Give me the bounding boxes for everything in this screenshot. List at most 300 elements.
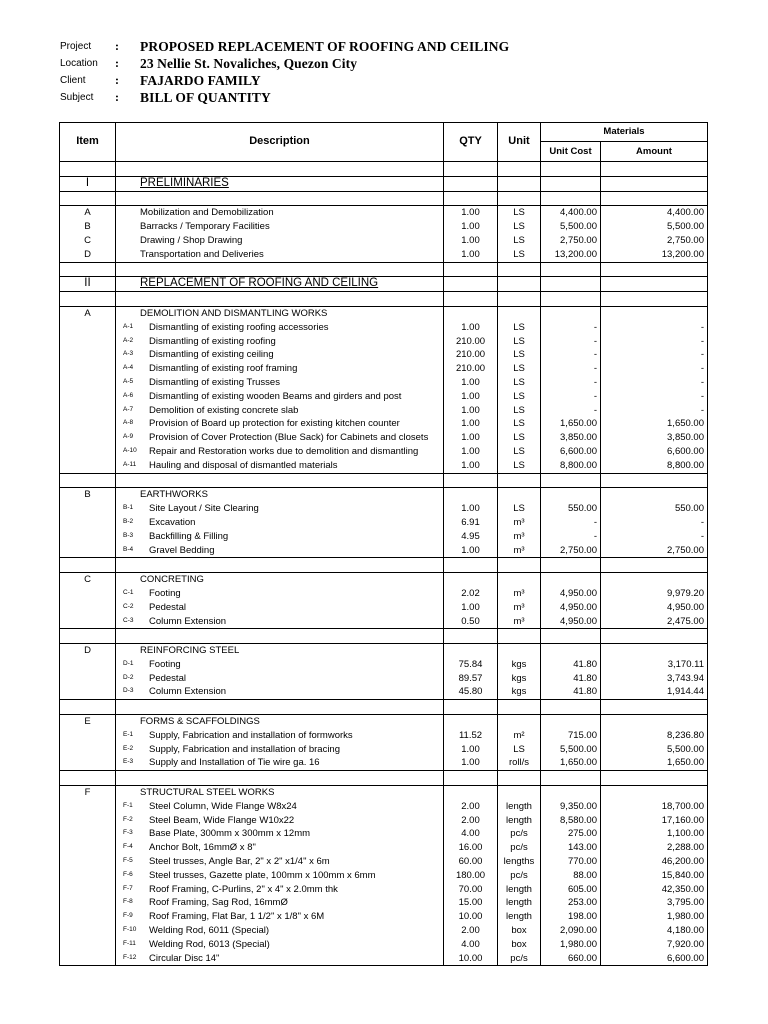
group-row (60, 715, 708, 729)
sub-item-number: F-11 (123, 939, 136, 947)
qty-cell: 1.00 (444, 544, 498, 558)
empty-cell (601, 700, 708, 715)
empty-cell (498, 488, 541, 502)
column-header-materials: Materials (541, 123, 708, 142)
qty-cell: 45.80 (444, 685, 498, 699)
unit-cell: kgs (498, 658, 541, 672)
document-header (60, 38, 509, 106)
qty-cell: 89.57 (444, 672, 498, 686)
table-row (60, 376, 708, 390)
empty-cell (601, 771, 708, 786)
unit-cost-cell: 660.00 (541, 952, 601, 966)
description-text: Dismantling of existing wooden Beams and girders and post (149, 390, 402, 402)
empty-cell (116, 700, 444, 715)
unit-cost-cell: 550.00 (541, 502, 601, 516)
description-cell (116, 390, 444, 404)
unit-cell: m³ (498, 587, 541, 601)
item-cell (60, 587, 116, 601)
unit-cell: box (498, 924, 541, 938)
description-cell (116, 896, 444, 910)
location-value: 23 Nellie St. Novaliches, Quezon City (140, 55, 358, 71)
description-cell: Drawing / Shop Drawing (116, 234, 444, 248)
amount-cell: 4,950.00 (601, 601, 708, 615)
sub-item-number: A-6 (123, 391, 134, 399)
description-text: Supply, Fabrication and installation of bracing (149, 743, 340, 755)
amount-cell: 13,200.00 (601, 248, 708, 262)
item-cell (60, 459, 116, 473)
qty-cell: 11.52 (444, 729, 498, 743)
item-cell (60, 869, 116, 883)
client-row (60, 72, 509, 89)
qty-cell: 1.00 (444, 601, 498, 615)
empty-cell (541, 558, 601, 573)
empty-cell (116, 162, 444, 177)
item-cell (60, 743, 116, 757)
qty-cell: 210.00 (444, 335, 498, 349)
unit-cost-cell: 5,500.00 (541, 220, 601, 234)
unit-cost-cell: 143.00 (541, 841, 601, 855)
unit-cost-cell: 41.80 (541, 658, 601, 672)
item-cell (60, 615, 116, 629)
spacer-row (60, 292, 708, 307)
unit-cell: LS (498, 248, 541, 262)
empty-cell (60, 700, 116, 715)
item-cell (60, 502, 116, 516)
unit-cost-cell: 41.80 (541, 685, 601, 699)
qty-cell: 15.00 (444, 896, 498, 910)
group-row (60, 786, 708, 800)
qty-cell: 2.00 (444, 800, 498, 814)
table-row (60, 672, 708, 686)
item-cell: C (60, 234, 116, 248)
description-cell (116, 827, 444, 841)
amount-cell: 1,100.00 (601, 827, 708, 841)
description-text: Dismantling of existing roof framing (149, 363, 298, 375)
qty-cell: 2.00 (444, 924, 498, 938)
description-cell (116, 729, 444, 743)
section-title: REPLACEMENT OF ROOFING AND CEILING (116, 277, 444, 292)
sub-item-number: A-2 (123, 336, 134, 344)
table-row (60, 601, 708, 615)
amount-cell: 3,170.11 (601, 658, 708, 672)
amount-cell: 2,750.00 (601, 234, 708, 248)
item-cell (60, 376, 116, 390)
sub-item-number: F-10 (123, 926, 137, 934)
description-cell (116, 417, 444, 431)
empty-cell (541, 644, 601, 658)
qty-cell: 210.00 (444, 348, 498, 362)
spacer-row (60, 629, 708, 644)
sub-item-number: F-3 (123, 829, 133, 837)
qty-cell: 70.00 (444, 883, 498, 897)
unit-cost-cell: 605.00 (541, 883, 601, 897)
description-text: Steel trusses, Gazette plate, 100mm x 100mm x 6mm (149, 869, 376, 881)
table-row (60, 459, 708, 473)
empty-cell (116, 262, 444, 277)
description-cell (116, 841, 444, 855)
description-cell (116, 404, 444, 418)
unit-cell: pc/s (498, 841, 541, 855)
amount-cell: - (601, 335, 708, 349)
amount-cell: 6,600.00 (601, 952, 708, 966)
unit-cost-cell: 715.00 (541, 729, 601, 743)
unit-cost-cell: - (541, 516, 601, 530)
unit-cell: kgs (498, 672, 541, 686)
unit-cell: LS (498, 445, 541, 459)
amount-cell: 2,750.00 (601, 544, 708, 558)
empty-cell (498, 771, 541, 786)
description-text: Site Layout / Site Clearing (149, 503, 259, 515)
table-row (60, 827, 708, 841)
unit-cell: LS (498, 206, 541, 220)
spacer-row (60, 771, 708, 786)
sub-item-number: E-3 (123, 758, 134, 766)
item-cell (60, 390, 116, 404)
empty-cell (444, 573, 498, 587)
sub-item-number: B-4 (123, 545, 134, 553)
empty-cell (116, 191, 444, 206)
spacer-row (60, 700, 708, 715)
empty-cell (444, 262, 498, 277)
description-text: Welding Rod, 6011 (Special) (149, 925, 270, 937)
qty-cell: 2.02 (444, 587, 498, 601)
description-cell (116, 376, 444, 390)
unit-cost-cell: - (541, 404, 601, 418)
amount-cell: - (601, 516, 708, 530)
description-text: Roof Framing, Flat Bar, 1 1/2" x 1/8" x 6M (149, 911, 325, 923)
empty-cell (444, 700, 498, 715)
empty-cell (498, 786, 541, 800)
item-cell (60, 814, 116, 828)
unit-cell: LS (498, 502, 541, 516)
sub-item-number: F-8 (123, 898, 133, 906)
description-cell (116, 431, 444, 445)
description-text: Base Plate, 300mm x 300mm x 12mm (149, 828, 311, 840)
item-cell (60, 601, 116, 615)
unit-cost-cell: 1,650.00 (541, 417, 601, 431)
description-cell (116, 869, 444, 883)
empty-cell (444, 176, 498, 191)
sub-item-number: A-10 (123, 446, 137, 454)
empty-cell (116, 558, 444, 573)
qty-cell: 1.00 (444, 404, 498, 418)
description-text: Footing (149, 658, 181, 670)
qty-cell: 1.00 (444, 206, 498, 220)
item-cell: B (60, 488, 116, 502)
amount-cell: - (601, 390, 708, 404)
table-row (60, 362, 708, 376)
unit-cell: LS (498, 417, 541, 431)
item-cell: C (60, 573, 116, 587)
sub-item-number: D-1 (123, 659, 134, 667)
amount-cell: 5,500.00 (601, 220, 708, 234)
sub-item-number: A-1 (123, 322, 134, 330)
unit-cost-cell: - (541, 530, 601, 544)
table-row (60, 417, 708, 431)
unit-cell: length (498, 883, 541, 897)
empty-cell (541, 262, 601, 277)
description-text: Backfilling & Filling (149, 530, 229, 542)
description-cell (116, 516, 444, 530)
column-header-description: Description (116, 123, 444, 162)
item-cell: A (60, 206, 116, 220)
unit-cost-cell: 4,950.00 (541, 587, 601, 601)
spacer-row (60, 473, 708, 488)
description-text: Hauling and disposal of dismantled materials (149, 459, 338, 471)
description-cell (116, 924, 444, 938)
unit-cell: m³ (498, 601, 541, 615)
empty-cell (444, 292, 498, 307)
group-title: FORMS & SCAFFOLDINGS (116, 715, 444, 729)
empty-cell (601, 488, 708, 502)
item-cell: A (60, 306, 116, 320)
unit-cell: LS (498, 404, 541, 418)
description-text: Dismantling of existing ceiling (149, 349, 274, 361)
description-text: Provision of Cover Protection (Blue Sack) for Cabinets and closets (149, 432, 429, 444)
description-text: Dismantling of existing Trusses (149, 376, 280, 388)
qty-cell: 75.84 (444, 658, 498, 672)
table-row (60, 220, 708, 234)
table-row (60, 869, 708, 883)
empty-cell (541, 162, 601, 177)
project-value: PROPOSED REPLACEMENT OF ROOFING AND CEILING (140, 38, 510, 54)
item-cell (60, 348, 116, 362)
empty-cell (444, 771, 498, 786)
empty-cell (601, 306, 708, 320)
table-row (60, 615, 708, 629)
subject-row (60, 89, 509, 106)
table-row (60, 658, 708, 672)
unit-cost-cell: - (541, 376, 601, 390)
unit-cost-cell: 5,500.00 (541, 743, 601, 757)
unit-cell: lengths (498, 855, 541, 869)
empty-cell (60, 771, 116, 786)
empty-cell (498, 306, 541, 320)
colon: : (115, 90, 119, 104)
qty-cell: 1.00 (444, 234, 498, 248)
empty-cell (541, 277, 601, 292)
unit-cost-cell: 88.00 (541, 869, 601, 883)
qty-cell: 1.00 (444, 417, 498, 431)
sub-item-number: F-2 (123, 815, 133, 823)
sub-item-number: F-9 (123, 912, 133, 920)
unit-cell: LS (498, 390, 541, 404)
unit-cell: m³ (498, 530, 541, 544)
empty-cell (541, 473, 601, 488)
description-text: Roof Framing, Sag Rod, 16mmØ (149, 897, 288, 909)
amount-cell: 3,743.94 (601, 672, 708, 686)
project-label: Project (60, 41, 92, 52)
amount-cell: - (601, 376, 708, 390)
item-cell (60, 800, 116, 814)
table-row (60, 910, 708, 924)
description-cell (116, 459, 444, 473)
unit-cost-cell: 3,850.00 (541, 431, 601, 445)
amount-cell: 7,920.00 (601, 938, 708, 952)
amount-cell: 2,475.00 (601, 615, 708, 629)
description-cell (116, 362, 444, 376)
amount-cell: 1,650.00 (601, 417, 708, 431)
table-row (60, 321, 708, 335)
unit-cost-cell: 4,950.00 (541, 615, 601, 629)
location-label: Location (60, 58, 98, 69)
description-cell (116, 672, 444, 686)
group-row (60, 488, 708, 502)
amount-cell: 18,700.00 (601, 800, 708, 814)
empty-cell (541, 786, 601, 800)
description-cell (116, 800, 444, 814)
description-cell (116, 502, 444, 516)
item-cell: F (60, 786, 116, 800)
empty-cell (444, 715, 498, 729)
sub-item-number: F-6 (123, 870, 133, 878)
description-text: Welding Rod, 6013 (Special) (149, 938, 270, 950)
amount-cell: - (601, 362, 708, 376)
description-cell (116, 530, 444, 544)
description-text: Steel Column, Wide Flange W8x24 (149, 800, 297, 812)
qty-cell: 180.00 (444, 869, 498, 883)
empty-cell (444, 162, 498, 177)
empty-cell (60, 473, 116, 488)
spacer-row (60, 191, 708, 206)
sub-item-number: A-3 (123, 350, 134, 358)
empty-cell (498, 191, 541, 206)
empty-cell (116, 771, 444, 786)
sub-item-number: E-2 (123, 744, 134, 752)
empty-cell (498, 473, 541, 488)
empty-cell (541, 573, 601, 587)
empty-cell (601, 786, 708, 800)
section-title: PRELIMINARIES (116, 176, 444, 191)
unit-cost-cell: 2,750.00 (541, 544, 601, 558)
item-cell: D (60, 248, 116, 262)
unit-cost-cell: 198.00 (541, 910, 601, 924)
column-header-item: Item (60, 123, 116, 162)
unit-cell: LS (498, 348, 541, 362)
group-title: STRUCTURAL STEEL WORKS (116, 786, 444, 800)
item-cell (60, 910, 116, 924)
item-cell (60, 841, 116, 855)
sub-item-number: C-2 (123, 602, 134, 610)
qty-cell: 1.00 (444, 321, 498, 335)
qty-cell: 4.00 (444, 938, 498, 952)
amount-cell: 2,288.00 (601, 841, 708, 855)
empty-cell (60, 629, 116, 644)
sub-item-number: C-3 (123, 616, 134, 624)
item-cell (60, 938, 116, 952)
amount-cell: 3,795.00 (601, 896, 708, 910)
sub-item-number: F-5 (123, 857, 133, 865)
empty-cell (60, 292, 116, 307)
empty-cell (116, 292, 444, 307)
empty-cell (116, 473, 444, 488)
item-cell (60, 445, 116, 459)
group-row (60, 306, 708, 320)
amount-cell: 1,650.00 (601, 756, 708, 770)
item-cell (60, 362, 116, 376)
empty-cell (498, 176, 541, 191)
unit-cost-cell: 8,800.00 (541, 459, 601, 473)
empty-cell (541, 715, 601, 729)
qty-cell: 1.00 (444, 743, 498, 757)
item-cell: II (60, 277, 116, 292)
unit-cell: pc/s (498, 869, 541, 883)
qty-cell: 10.00 (444, 910, 498, 924)
item-cell: D (60, 644, 116, 658)
table-row (60, 544, 708, 558)
description-cell: Transportation and Deliveries (116, 248, 444, 262)
empty-cell (444, 558, 498, 573)
description-text: Excavation (149, 516, 196, 528)
qty-cell: 16.00 (444, 841, 498, 855)
unit-cell: LS (498, 376, 541, 390)
empty-cell (601, 176, 708, 191)
unit-cell: LS (498, 220, 541, 234)
spacer-row (60, 262, 708, 277)
sub-item-number: F-4 (123, 843, 133, 851)
table-row (60, 445, 708, 459)
group-title: EARTHWORKS (116, 488, 444, 502)
empty-cell (444, 629, 498, 644)
table-row (60, 841, 708, 855)
item-cell (60, 417, 116, 431)
unit-cell: length (498, 800, 541, 814)
sub-item-number: F-12 (123, 953, 137, 961)
item-cell (60, 827, 116, 841)
table-row (60, 348, 708, 362)
item-cell (60, 404, 116, 418)
empty-cell (60, 558, 116, 573)
description-cell (116, 615, 444, 629)
description-cell (116, 445, 444, 459)
column-header-unit: Unit (498, 123, 541, 162)
unit-cost-cell: - (541, 390, 601, 404)
table-row (60, 206, 708, 220)
unit-cell: LS (498, 321, 541, 335)
sub-item-number: D-3 (123, 687, 134, 695)
empty-cell (444, 306, 498, 320)
section-row (60, 176, 708, 191)
description-text: Pedestal (149, 601, 186, 613)
project-row (60, 38, 509, 55)
unit-cost-cell: - (541, 321, 601, 335)
unit-cell: m² (498, 729, 541, 743)
qty-cell: 1.00 (444, 248, 498, 262)
item-cell (60, 431, 116, 445)
unit-cost-cell: 1,980.00 (541, 938, 601, 952)
item-cell (60, 544, 116, 558)
qty-cell: 10.00 (444, 952, 498, 966)
item-cell (60, 321, 116, 335)
empty-cell (601, 473, 708, 488)
unit-cell: roll/s (498, 756, 541, 770)
amount-cell: 15,840.00 (601, 869, 708, 883)
empty-cell (444, 786, 498, 800)
description-cell (116, 938, 444, 952)
unit-cell: m³ (498, 615, 541, 629)
empty-cell (541, 292, 601, 307)
sub-item-number: B-2 (123, 517, 134, 525)
sub-item-number: A-8 (123, 419, 134, 427)
empty-cell (498, 700, 541, 715)
empty-cell (498, 573, 541, 587)
empty-cell (498, 162, 541, 177)
table-row (60, 404, 708, 418)
client-label: Client (60, 75, 86, 86)
empty-cell (444, 488, 498, 502)
description-text: Dismantling of existing roofing (149, 335, 276, 347)
unit-cost-cell: 2,750.00 (541, 234, 601, 248)
